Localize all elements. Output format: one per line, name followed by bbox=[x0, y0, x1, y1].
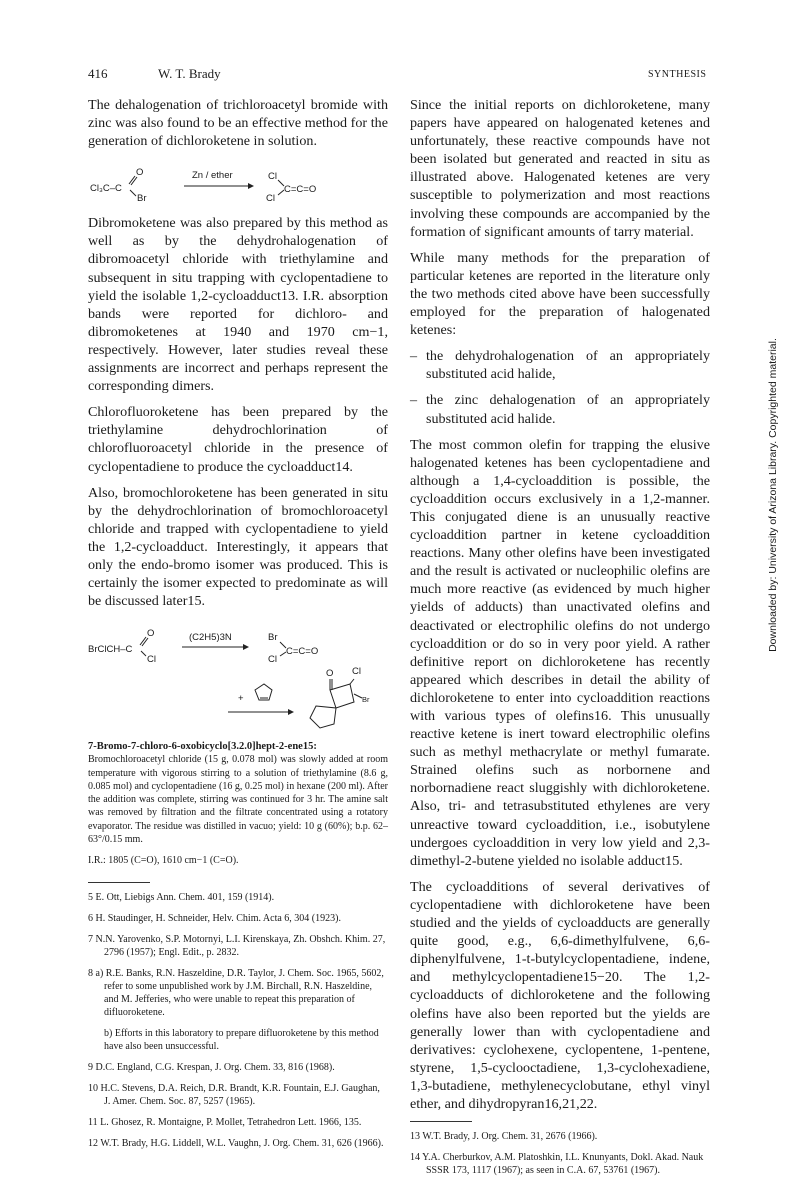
footnote: b) Efforts in this laboratory to prepare difluoroketene by this method have also been unsuccessful. bbox=[104, 1027, 379, 1052]
scheme-2-arrowhead-2 bbox=[288, 709, 294, 715]
scheme-2-ketene: C=C=O bbox=[286, 646, 319, 658]
scheme-2-drawing bbox=[88, 618, 388, 736]
scheme-2-bond-o bbox=[140, 637, 146, 645]
dash-bullet: – bbox=[410, 348, 418, 365]
scheme-1-cl-top: Cl bbox=[268, 171, 277, 183]
footnote-rule bbox=[88, 882, 150, 883]
scheme-1-o: O bbox=[136, 167, 144, 179]
footnote: 9 D.C. England, C.G. Krespan, J. Org. Chem. 33, 816 (1968). bbox=[88, 1061, 335, 1073]
footnote: 13 W.T. Brady, J. Org. Chem. 31, 2676 (1966). bbox=[410, 1131, 598, 1143]
paragraph: The dehalogenation of trichloroacetyl bromide with zinc was also found to be an effective method for the generation of dichloroketene in solution. bbox=[88, 97, 388, 150]
footnote: 5 E. Ott, Liebigs Ann. Chem. 401, 159 (1914). bbox=[88, 891, 275, 903]
scheme-1-reagent: Zn / ether bbox=[192, 170, 233, 182]
cyclobutanone-ring-icon bbox=[330, 684, 354, 708]
scheme-1-cl3c: Cl₃C–C bbox=[90, 183, 122, 195]
scheme-1-cl-bot: Cl bbox=[266, 193, 275, 205]
footnote: 10 H.C. Stevens, D.A. Reich, D.R. Brandt, K.R. Fountain, E.J. Gaughan, J. Amer. Chem. Soc. 87, 5257 (1965). bbox=[88, 1082, 380, 1107]
scheme-2-cl-bot: Cl bbox=[268, 654, 277, 666]
paragraph: The most common olefin for trapping the elusive halogenated ketenes has been cyclopentadiene and although a 1,4-cycloaddition is possible, the cycloaddition occurs exclusively in a 1,2-manner. This conjugated diene is an unusually reactive cycloaddition partner in ketene cycloaddition reactions. Many other olefins have been investigated and the result is activated or nucleophilic olefins are much more reactive (as evidenced by much higher yields of adducts) than unactivated olefins and deactivated or electrophilic olefins do not undergo cycloaddition or do so in very poor yield. A rather definitive report on dichloroketene has recently appeared which describes in detail the ability of dichloroketene to enter into cycloaddition reactions with various types of olefins16. This unusually reactive ketene is inert toward electrophilic olefins such as methyl methacrylate or methyl fumarate. Strained olefins such as norbornene and norbornadiene react sluggishly with dichloroketene. Also, tri- and tetrasubstituted ethylenes are very unreactive toward cycloaddition, i.e., isobutylene undergoes cycloaddition in very low yield and 2,3-dimethyl-2-butene yielded no isolable adduct15. bbox=[410, 436, 710, 869]
left-column bbox=[88, 96, 388, 1158]
experimental-ir: I.R.: 1805 (C=O), 1610 cm−1 (C=O). bbox=[88, 855, 239, 867]
page-number: 416 bbox=[88, 66, 108, 81]
footnote: 11 L. Ghosez, R. Montaigne, P. Mollet, Tetrahedron Lett. 1966, 135. bbox=[88, 1116, 362, 1128]
paragraph: Since the initial reports on dichloroketene, many papers have appeared on halogenated ketenes and unfortunately, these reactive compounds have not been isolated but generated and reacted in situ as illustrated above. Halogenated ketenes are very susceptible to polymerization and most reactions involving these compounds are accompanied by the formation of significant amounts of tarry material. bbox=[410, 97, 710, 240]
product-o: O bbox=[326, 668, 334, 680]
scheme-1-drawing bbox=[88, 158, 388, 214]
paragraph: Chlorofluoroketene has been prepared by the triethylamine dehydrochlorination of chlorofluoroacetyl chloride in the presence of cyclopentadiene to produce the cycloadduct14. bbox=[88, 404, 388, 475]
product-br: Br bbox=[362, 695, 370, 705]
footnote: 14 Y.A. Cherburkov, A.M. Platoshkin, I.L. Knunyants, Dokl. Akad. Nauk SSSR 173, 1117 (1967); as seen in C.A. 67, 53761 (1967). bbox=[410, 1152, 704, 1177]
scheme-1-br: Br bbox=[137, 193, 147, 205]
scheme-2-cl: Cl bbox=[147, 654, 156, 666]
scheme-2-reagent: (C2H5)3N bbox=[189, 632, 232, 644]
footnote: 7 N.N. Yarovenko, S.P. Motornyi, L.I. Kirenskaya, Zh. Obshch. Khim. 27, 2796 (1957); Engl. Edit., p. 2832. bbox=[88, 933, 386, 958]
scheme-2-plus: + bbox=[238, 693, 244, 705]
right-column bbox=[410, 96, 710, 1185]
scheme-1-bond-br bbox=[130, 190, 136, 196]
footnote: 6 H. Staudinger, H. Schneider, Helv. Chim. Acta 6, 304 (1923). bbox=[88, 912, 341, 924]
product-cl-bond bbox=[350, 679, 354, 684]
cyclopentene-ring-icon bbox=[310, 706, 336, 728]
download-watermark bbox=[762, 300, 784, 690]
paragraph: Also, bromochloroketene has been generated in situ by the dehydrochlorination of bromochloroacetyl chloride and trapped with cyclopentadiene to yield the 1,2-cycloadduct. Interestingly, it appears that only the endo-bromo isomer was produced. This is certainly the isomer expected to predominate as will be discussed later15. bbox=[88, 484, 388, 610]
paragraph: Dibromoketene was also prepared by this method as well as by the dehydrohalogenation of dibromoacetyl chloride with triethylamine and subsequent in situ trapping with cyclopentadiene to yield the isolable 1,2-cycloadduct13. I.R. absorption bands were reported for dichloro- and dibromoketenes at 1940 and 1970 cm−1, respectively. However, later studies reveal these assignments are incorrect and perhaps represent the corresponding dimers. bbox=[88, 215, 388, 395]
scheme-2-arrowhead bbox=[243, 644, 249, 650]
footnote-rule bbox=[410, 1121, 472, 1122]
scheme-2-bond-o2 bbox=[142, 638, 148, 646]
paragraph: The cycloadditions of several derivatives of cyclopentadiene with dichloroketene have been studied and the yields of cycloadducts are generally quite good, e.g., 6,6-dimethylfulvene, 6,6-diphenylfulvene, 1-t-butylcyclopentadiene, indene, and methylcyclopentadiene15−20. The 1,2-cycloadducts of dichloroketene and the following olefins have also been reported but the yields are generally lower than with cyclopentadiene and derivatives: cyclohexene, cyclopentene, 1-pentene, styrene, 1,5-cyclooctadiene, 1,3-cyclohexadiene, 1,3-butadiene, methylenecyclobutane, ethyl vinyl ether, and dihydropyran16,21,22. bbox=[410, 878, 710, 1112]
product-cl: Cl bbox=[352, 666, 361, 678]
list-item-text: the dehydrohalogenation of an appropriately substituted acid halide, bbox=[426, 348, 710, 383]
experimental-text: Bromochloroacetyl chloride (15 g, 0.078 mol) was slowly added at room temperature with vigorous stirring to a solution of triethylamine (8.6 g, 0.085 mol) and cyclopentadiene (16 g, 0.25 mol) in hexane (200 ml). After the addition was complete, stirring was continued for 3 hr. The amine salt was removed by filtration and the filtrate concentrated using a rotatory evaporator. The residue was distilled in vacuo; yield: 10 g (60%); b.p. 62–63°/0.15 mm. bbox=[88, 754, 388, 846]
list-item-text: the zinc dehalogenation of an appropriately substituted acid halide. bbox=[426, 392, 710, 427]
scheme-2-bond-cl bbox=[141, 651, 146, 656]
download-watermark-text: Downloaded by: University of Arizona Library. Copyrighted material. bbox=[767, 338, 779, 652]
scheme-1-bond-o bbox=[129, 176, 135, 184]
paragraph: While many methods for the preparation of particular ketenes are reported in the literature only the two methods cited above have been successfully employed for the preparation of halogenated ketenes: bbox=[410, 249, 710, 339]
list-item bbox=[410, 391, 710, 427]
journal-name: SYNTHESIS bbox=[648, 69, 707, 80]
reaction-scheme-1 bbox=[88, 158, 388, 214]
reaction-scheme-2 bbox=[88, 618, 388, 736]
experimental-title: 7-Bromo-7-chloro-6-oxobicyclo[3.2.0]hept-2-ene15: bbox=[88, 741, 317, 753]
scheme-1-ketene: C=C=O bbox=[284, 184, 317, 196]
footnote: 8 a) R.E. Banks, R.N. Haszeldine, D.R. Taylor, J. Chem. Soc. 1965, 5602, refer to some unpublished work by J.M. Birchall, R.N. Haszeldine, and M. Jefferies, who were unable to repeat this preparation of difluoroketene. bbox=[88, 967, 384, 1018]
running-author: W. T. Brady bbox=[158, 66, 221, 81]
scheme-1-arrowhead bbox=[248, 183, 254, 189]
scheme-2-br: Br bbox=[268, 632, 278, 644]
footnote: 12 W.T. Brady, H.G. Liddell, W.L. Vaughn, J. Org. Chem. 31, 626 (1966). bbox=[88, 1137, 384, 1149]
scheme-2-o: O bbox=[147, 628, 155, 640]
scheme-2-reactant: BrClCH–C bbox=[88, 644, 133, 656]
dash-bullet: – bbox=[410, 392, 418, 409]
list-item bbox=[410, 347, 710, 383]
product-br-bond bbox=[354, 694, 362, 698]
scheme-1-bond-o2 bbox=[131, 177, 137, 185]
